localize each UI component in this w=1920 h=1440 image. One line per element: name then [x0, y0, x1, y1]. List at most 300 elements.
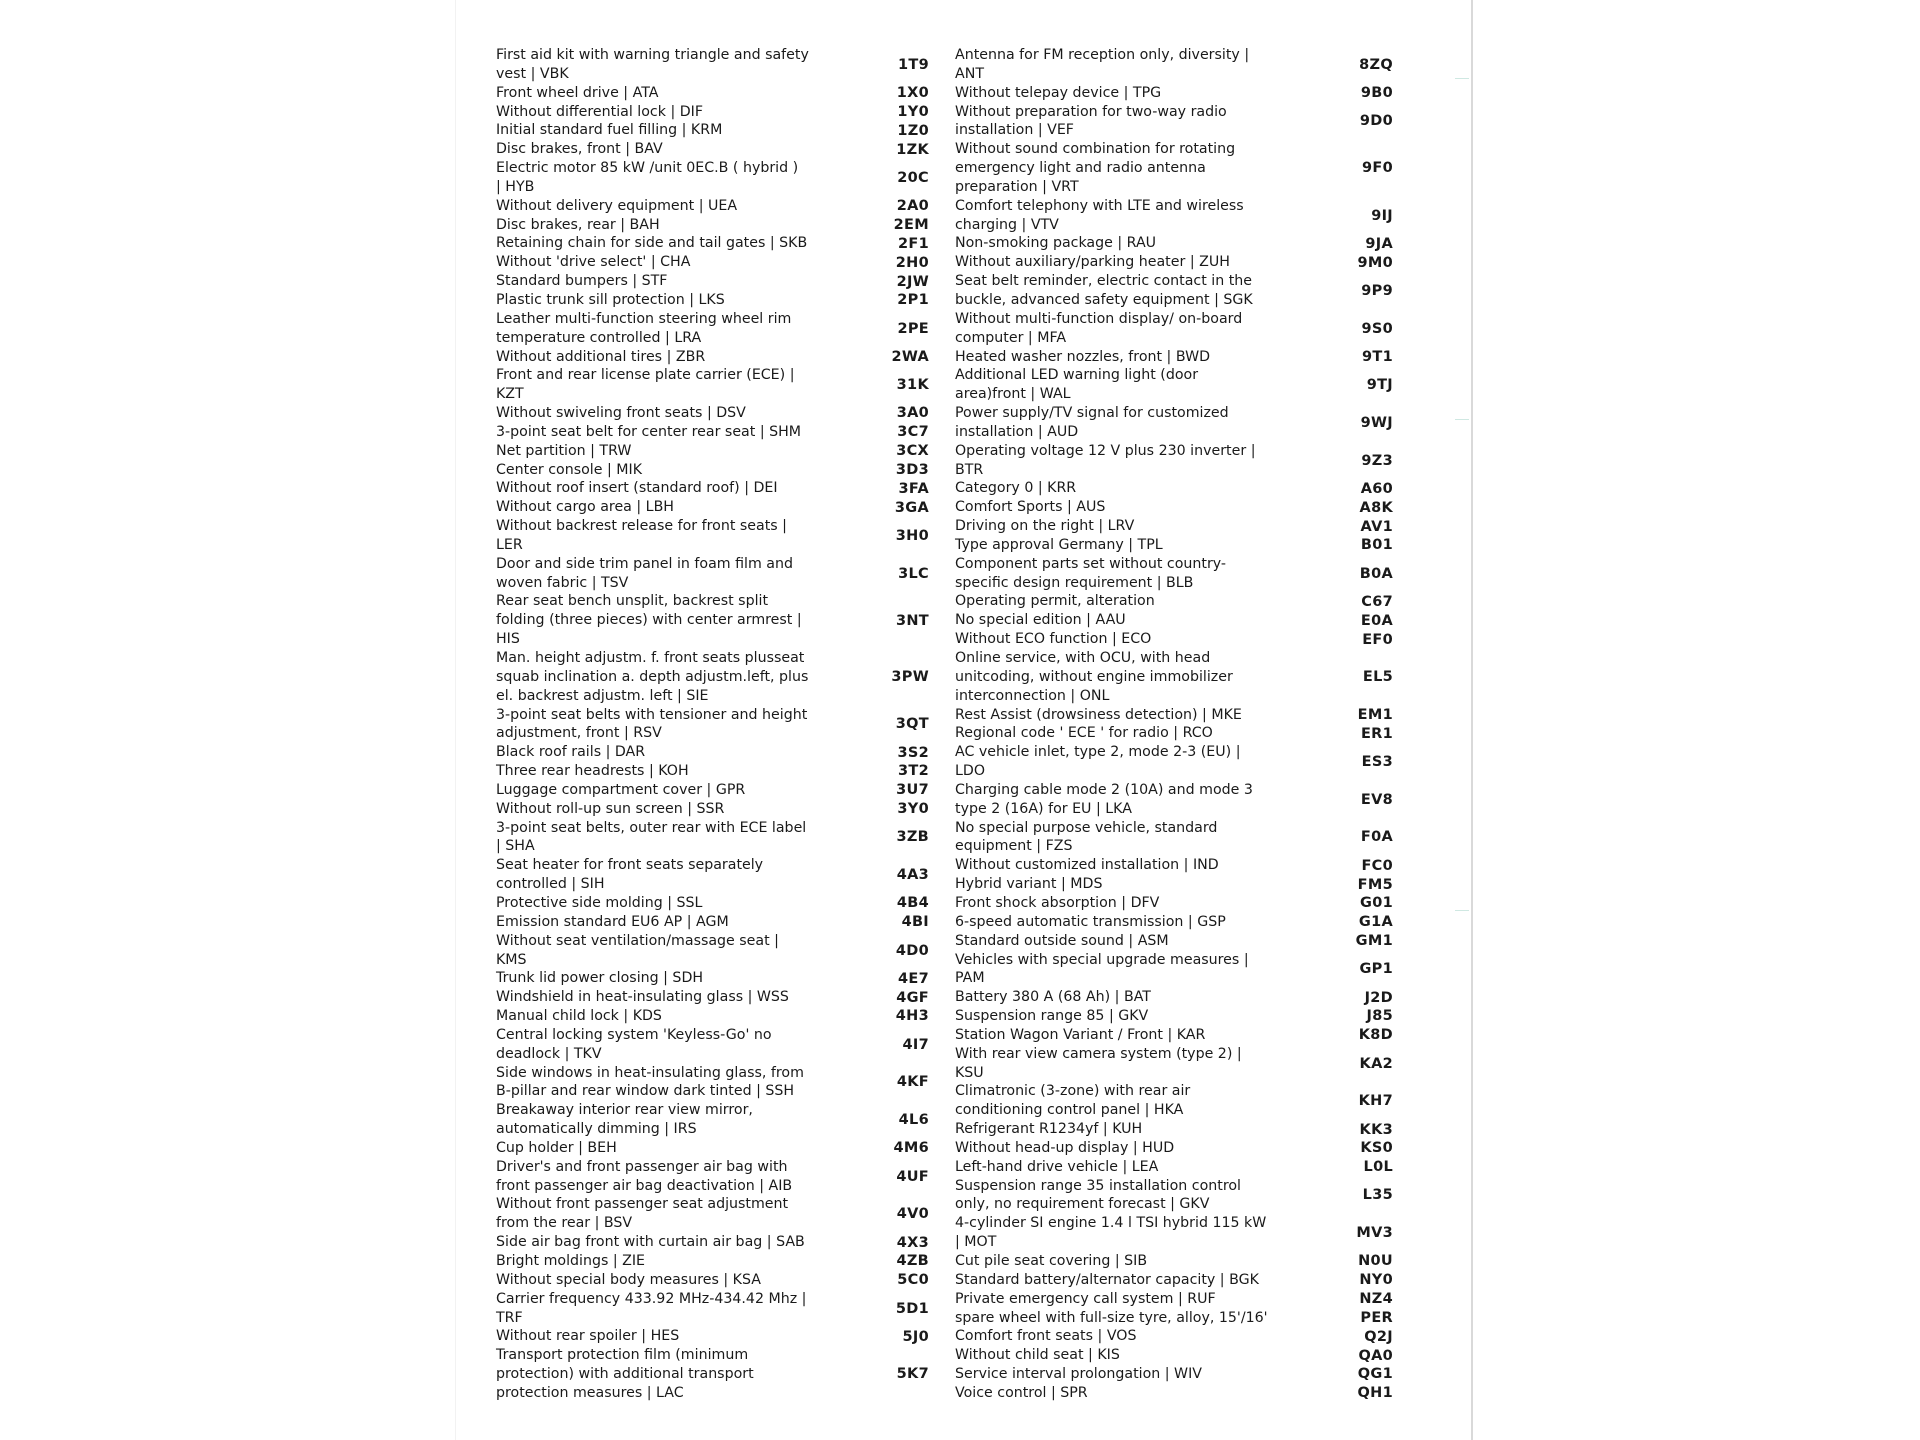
equipment-description: Without differential lock | DIF	[496, 103, 704, 120]
equipment-description: Seat heater for front seats separately controlled | SIH	[496, 857, 764, 893]
equipment-description: Without multi-function display/ on-board computer | MFA	[955, 310, 1243, 346]
equipment-description: Center console | MIK	[496, 461, 643, 478]
equipment-description: Three rear headrests | KOH	[496, 763, 689, 780]
equipment-description: Carrier frequency 433.92 MHz-434.42 Mhz | TRF	[496, 1290, 807, 1326]
equipment-code: 9JA	[1365, 235, 1393, 252]
equipment-code: B0A	[1359, 565, 1393, 582]
equipment-code: PER	[1360, 1309, 1393, 1326]
equipment-description: Comfort front seats | VOS	[955, 1328, 1137, 1345]
equipment-code: 2F1	[898, 235, 929, 252]
equipment-description: No special purpose vehicle, standard equipment | FZS	[955, 819, 1218, 855]
equipment-row	[496, 1233, 934, 1252]
equipment-code: 9Z3	[1361, 452, 1393, 469]
equipment-code: 5K7	[896, 1366, 929, 1383]
equipment-code: 3Y0	[897, 801, 929, 818]
equipment-description: Central locking system 'Keyless-Go' no deadlock | TKV	[496, 1026, 772, 1062]
equipment-row	[955, 555, 1405, 593]
equipment-code: 4B4	[896, 895, 929, 912]
equipment-code: 9B0	[1360, 85, 1393, 102]
equipment-row	[955, 819, 1405, 857]
equipment-code: 4A3	[896, 867, 929, 884]
equipment-description: Driving on the right | LRV	[955, 518, 1135, 535]
equipment-code: KH7	[1358, 1093, 1393, 1110]
equipment-description: Without head-up display | HUD	[955, 1139, 1175, 1156]
equipment-code: 4V0	[896, 1206, 929, 1223]
equipment-code: EM1	[1357, 706, 1393, 723]
equipment-description: Electric motor 85 kW /unit 0EC.B ( hybrid ) | HYB	[496, 160, 799, 195]
equipment-code: 2JW	[896, 273, 929, 290]
equipment-description: Without child seat | KIS	[955, 1347, 1120, 1364]
equipment-row	[955, 1158, 1405, 1177]
equipment-code: 4E7	[898, 970, 929, 987]
equipment-description: Windshield in heat-insulating glass | WSS	[496, 989, 789, 1006]
equipment-row	[955, 951, 1405, 989]
equipment-code: Q2J	[1364, 1328, 1393, 1345]
equipment-code: K8D	[1358, 1027, 1393, 1044]
equipment-description: Without rear spoiler | HES	[496, 1328, 680, 1345]
equipment-description: Side air bag front with curtain air bag | SAB	[496, 1234, 805, 1251]
equipment-row	[955, 781, 1405, 819]
equipment-description: Trunk lid power closing | SDH	[496, 970, 704, 987]
equipment-description: Without auxiliary/parking heater | ZUH	[955, 254, 1230, 271]
equipment-code: GM1	[1355, 933, 1393, 950]
equipment-code: 3PW	[891, 669, 929, 686]
equipment-row	[496, 1327, 934, 1346]
equipment-row	[955, 1365, 1405, 1384]
equipment-description: Without additional tires | ZBR	[496, 348, 706, 365]
equipment-description: No special edition | AAU	[955, 612, 1126, 629]
equipment-description: Operating voltage 12 V plus 230 inverter | BTR	[955, 442, 1256, 478]
equipment-code: 2A0	[896, 198, 929, 215]
equipment-description: Disc brakes, rear | BAH	[496, 216, 660, 233]
equipment-row	[955, 724, 1405, 743]
equipment-code: 3S2	[897, 744, 929, 761]
equipment-row	[496, 291, 934, 310]
equipment-row	[496, 46, 934, 84]
equipment-description: Without ECO function | ECO	[955, 631, 1152, 648]
equipment-description: Left-hand drive vehicle | LEA	[955, 1158, 1159, 1175]
equipment-description: Without preparation for two-way radio installation | VEF	[955, 103, 1227, 139]
equipment-row	[496, 498, 934, 517]
equipment-description: Comfort telephony with LTE and wireless charging | VTV	[955, 197, 1244, 233]
equipment-row	[955, 1290, 1405, 1309]
equipment-row	[955, 46, 1405, 84]
equipment-description: 3-point seat belts with tensioner and height adjustment, front | RSV	[496, 706, 808, 742]
equipment-description: Component parts set without country- specific design requirement | BLB	[955, 555, 1227, 591]
equipment-code: 20C	[897, 169, 929, 186]
equipment-code: QG1	[1357, 1366, 1393, 1383]
equipment-description: Suspension range 35 installation control only, no requirement forecast | GKV	[955, 1177, 1241, 1213]
equipment-code: 4H3	[895, 1008, 929, 1025]
equipment-description: Voice control | SPR	[955, 1384, 1088, 1401]
equipment-description: Front wheel drive | ATA	[496, 84, 659, 101]
equipment-code: 3A0	[896, 405, 929, 422]
equipment-code: 9T1	[1362, 348, 1393, 365]
equipment-row	[955, 253, 1405, 272]
equipment-code: 4X3	[896, 1234, 929, 1251]
equipment-row	[955, 1045, 1405, 1083]
equipment-code: 2P1	[897, 292, 929, 309]
equipment-row	[955, 1214, 1405, 1252]
equipment-row	[496, 555, 934, 593]
equipment-description: First aid kit with warning triangle and safety vest | VBK	[496, 47, 809, 82]
equipment-row	[955, 1327, 1405, 1346]
equipment-row	[496, 84, 934, 103]
equipment-description: Leather multi-function steering wheel rim temperature controlled | LRA	[496, 310, 792, 346]
equipment-description: Without roll-up sun screen | SSR	[496, 800, 725, 817]
equipment-description: Climatronic (3-zone) with rear air conditioning control panel | HKA	[955, 1083, 1191, 1119]
equipment-description: Without front passenger seat adjustment from the rear | BSV	[496, 1196, 789, 1232]
equipment-description: Bright moldings | ZIE	[496, 1253, 646, 1269]
equipment-row	[496, 442, 934, 461]
equipment-row	[496, 1346, 934, 1403]
equipment-code: 3NT	[895, 612, 929, 629]
equipment-description: Service interval prolongation | WIV	[955, 1366, 1202, 1383]
equipment-code: KK3	[1359, 1121, 1393, 1138]
equipment-code: 9S0	[1361, 320, 1393, 337]
equipment-code: 5D1	[895, 1300, 929, 1317]
equipment-row	[955, 932, 1405, 951]
equipment-row	[496, 1007, 934, 1026]
equipment-row	[496, 423, 934, 442]
equipment-code: KS0	[1360, 1140, 1393, 1157]
equipment-description: 6-speed automatic transmission | GSP	[955, 913, 1226, 930]
equipment-row	[955, 611, 1405, 630]
equipment-code: 5C0	[897, 1272, 929, 1289]
equipment-description: Without special body measures | KSA	[496, 1271, 761, 1288]
equipment-code: 3C7	[897, 424, 929, 441]
equipment-code: EF0	[1362, 631, 1393, 648]
equipment-description: Private emergency call system | RUF	[955, 1290, 1216, 1307]
equipment-description: Without customized installation | IND	[955, 857, 1219, 874]
equipment-code: 4BI	[901, 914, 929, 931]
equipment-code: 9P9	[1361, 282, 1393, 299]
equipment-row	[955, 875, 1405, 894]
equipment-description: Without seat ventilation/massage seat | KMS	[496, 932, 779, 968]
equipment-row	[955, 1384, 1405, 1403]
equipment-row	[496, 592, 934, 649]
equipment-row	[955, 404, 1405, 442]
equipment-description: Type approval Germany | TPL	[955, 536, 1163, 553]
equipment-description: Without 'drive select' | CHA	[496, 254, 691, 271]
equipment-code: 31K	[896, 377, 929, 394]
equipment-code: 3CX	[896, 443, 929, 460]
equipment-row	[955, 348, 1405, 367]
equipment-description: Front and rear license plate carrier (ECE) | KZT	[496, 367, 795, 403]
equipment-code: J85	[1366, 1008, 1393, 1025]
equipment-code: 2H0	[895, 254, 929, 271]
equipment-code: 4UF	[896, 1168, 929, 1185]
equipment-code: NZ4	[1359, 1291, 1393, 1308]
equipment-code: 3T2	[898, 763, 929, 780]
page-edge-mark	[1455, 419, 1469, 420]
equipment-row	[496, 348, 934, 367]
equipment-row	[496, 743, 934, 762]
equipment-row	[496, 706, 934, 744]
equipment-row	[496, 1290, 934, 1328]
equipment-code: 2EM	[893, 217, 929, 234]
equipment-row	[955, 442, 1405, 480]
equipment-code: E0A	[1360, 612, 1393, 629]
equipment-code: GP1	[1359, 961, 1393, 978]
equipment-code: 4M6	[893, 1140, 929, 1157]
equipment-row	[496, 121, 934, 140]
equipment-description: Emission standard EU6 AP | AGM	[496, 913, 729, 930]
equipment-row	[955, 1139, 1405, 1158]
equipment-description: Without delivery equipment | UEA	[496, 197, 738, 214]
equipment-row	[955, 706, 1405, 725]
equipment-description: With rear view camera system (type 2) | KSU	[955, 1045, 1242, 1081]
equipment-row	[955, 197, 1405, 235]
equipment-code: 9F0	[1362, 160, 1393, 177]
equipment-code: NY0	[1359, 1272, 1393, 1289]
equipment-description: Category 0 | KRR	[955, 480, 1077, 497]
equipment-description: Black roof rails | DAR	[496, 744, 646, 761]
equipment-description: Cut pile seat covering | SIB	[955, 1253, 1148, 1269]
equipment-row	[955, 1271, 1405, 1290]
equipment-code: 4D0	[895, 942, 929, 959]
equipment-description: Battery 380 A (68 Ah) | BAT	[955, 989, 1151, 1006]
equipment-row	[496, 253, 934, 272]
equipment-row	[955, 310, 1405, 348]
equipment-row	[496, 988, 934, 1007]
equipment-description: Side windows in heat-insulating glass, from B-pillar and rear window dark tinted | SSH	[496, 1064, 804, 1100]
equipment-description: 3-point seat belt for center rear seat | SHM	[496, 423, 802, 440]
equipment-row	[955, 84, 1405, 103]
equipment-code: 3ZB	[896, 829, 929, 846]
equipment-row	[496, 969, 934, 988]
equipment-code: C67	[1361, 593, 1393, 610]
equipment-row	[955, 1120, 1405, 1139]
equipment-description: Without cargo area | LBH	[496, 499, 674, 516]
equipment-row	[496, 1026, 934, 1064]
equipment-code: F0A	[1360, 829, 1393, 846]
equipment-code: MV3	[1356, 1225, 1393, 1242]
equipment-description: Without sound combination for rotating emergency light and radio antenna preparation | VRT	[955, 141, 1236, 195]
equipment-code: 1X0	[896, 85, 929, 102]
equipment-description: Luggage compartment cover | GPR	[496, 781, 746, 798]
equipment-description: Hybrid variant | MDS	[955, 876, 1103, 893]
equipment-row	[496, 1271, 934, 1290]
equipment-row	[496, 800, 934, 819]
equipment-row	[496, 856, 934, 894]
equipment-code: G01	[1360, 895, 1393, 912]
equipment-description: Rear seat bench unsplit, backrest split folding (three pieces) with center armrest | HIS	[496, 593, 802, 648]
equipment-code: ER1	[1360, 725, 1393, 742]
equipment-code: 9M0	[1357, 254, 1393, 271]
equipment-code: 9TJ	[1366, 377, 1393, 394]
equipment-row	[955, 1007, 1405, 1026]
equipment-code: 3QT	[895, 716, 929, 733]
equipment-row	[955, 103, 1405, 141]
equipment-description: 3-point seat belts, outer rear with ECE label | SHA	[496, 819, 807, 855]
equipment-row	[955, 913, 1405, 932]
equipment-description: Additional LED warning light (door area)front | WAL	[955, 367, 1199, 403]
equipment-code: 3H0	[895, 527, 929, 544]
equipment-description: Door and side trim panel in foam film and woven fabric | TSV	[496, 555, 793, 591]
equipment-list-right	[955, 46, 1405, 1403]
equipment-code: 2PE	[897, 320, 929, 337]
equipment-description: Without backrest release for front seats | LER	[496, 518, 787, 553]
equipment-row	[955, 498, 1405, 517]
equipment-row	[496, 140, 934, 159]
equipment-code: G1A	[1358, 914, 1393, 931]
equipment-code: ES3	[1361, 754, 1393, 771]
equipment-description: Protective side molding | SSL	[496, 894, 703, 911]
equipment-row	[496, 1064, 934, 1102]
equipment-description: Heated washer nozzles, front | BWD	[955, 348, 1211, 365]
equipment-code: N0U	[1358, 1253, 1393, 1270]
equipment-row	[496, 310, 934, 348]
equipment-description: Refrigerant R1234yf | KUH	[955, 1121, 1143, 1138]
equipment-code: L35	[1362, 1187, 1393, 1204]
equipment-description: Regional code ' ECE ' for radio | RCO	[955, 725, 1213, 742]
equipment-row	[955, 1252, 1405, 1271]
equipment-row	[955, 272, 1405, 310]
equipment-code: 9D0	[1359, 113, 1393, 130]
equipment-row	[496, 762, 934, 781]
equipment-code: 4I7	[902, 1036, 929, 1053]
equipment-row	[955, 592, 1405, 611]
equipment-description: Without telepay device | TPG	[955, 84, 1162, 101]
equipment-list-left	[496, 46, 934, 1403]
equipment-description: Standard outside sound | ASM	[955, 932, 1169, 949]
equipment-code: QA0	[1358, 1347, 1393, 1364]
page-edge-mark	[1455, 910, 1469, 911]
equipment-description: Standard bumpers | STF	[496, 273, 668, 290]
equipment-description: Retaining chain for side and tail gates | SKB	[496, 235, 808, 252]
equipment-row	[955, 517, 1405, 536]
equipment-row	[496, 404, 934, 423]
equipment-description: Plastic trunk sill protection | LKS	[496, 291, 725, 308]
equipment-code: 8ZQ	[1359, 56, 1393, 73]
equipment-row	[496, 103, 934, 122]
equipment-row	[496, 1195, 934, 1233]
equipment-code: 2WA	[891, 348, 929, 365]
equipment-description: Disc brakes, front | BAV	[496, 141, 663, 158]
equipment-row	[496, 479, 934, 498]
equipment-code: L0L	[1363, 1159, 1393, 1176]
equipment-description: Non-smoking package | RAU	[955, 235, 1157, 252]
equipment-row	[496, 1139, 934, 1158]
equipment-row	[955, 1082, 1405, 1120]
equipment-code: 4L6	[898, 1112, 929, 1129]
equipment-code: 3D3	[895, 461, 929, 478]
equipment-row	[496, 234, 934, 253]
equipment-code: 3U7	[896, 782, 929, 799]
equipment-code: B01	[1360, 537, 1393, 554]
equipment-row	[955, 1309, 1405, 1328]
equipment-description: Manual child lock | KDS	[496, 1008, 662, 1025]
equipment-description: Driver's and front passenger air bag with front passenger air bag deactivation | AIB	[496, 1158, 793, 1194]
equipment-row	[496, 819, 934, 857]
equipment-description: Net partition | TRW	[496, 442, 632, 459]
equipment-row	[955, 536, 1405, 555]
equipment-row	[496, 1252, 934, 1271]
equipment-description: Rest Assist (drowsiness detection) | MKE	[955, 706, 1242, 723]
equipment-description: 4-cylinder SI engine 1.4 l TSI hybrid 115 kW | MOT	[955, 1215, 1267, 1251]
equipment-description: Charging cable mode 2 (10A) and mode 3 type 2 (16A) for EU | LKA	[955, 781, 1253, 817]
equipment-description: Seat belt reminder, electric contact in the buckle, advanced safety equipment | SGK	[955, 273, 1253, 308]
equipment-description: Man. height adjustm. f. front seats plusseat squab inclination a. depth adjustm.left, plus el. backrest adjustm. left | SIE	[496, 650, 809, 704]
equipment-row	[496, 913, 934, 932]
equipment-code: A8K	[1359, 499, 1393, 516]
equipment-code: 4KF	[896, 1074, 929, 1091]
equipment-row	[496, 781, 934, 800]
equipment-description: spare wheel with full-size tyre, alloy, 15'/16'	[955, 1309, 1268, 1326]
equipment-row	[955, 649, 1405, 706]
equipment-description: Without roof insert (standard roof) | DEI	[496, 480, 778, 497]
equipment-description: Front shock absorption | DFV	[955, 894, 1160, 911]
equipment-description: Breakaway interior rear view mirror, automatically dimming | IRS	[496, 1102, 753, 1138]
equipment-code: 3GA	[894, 499, 929, 516]
equipment-code: 1Z0	[897, 122, 929, 139]
equipment-code: EL5	[1362, 669, 1393, 686]
equipment-row	[955, 366, 1405, 404]
equipment-row	[955, 234, 1405, 253]
equipment-row	[496, 159, 934, 197]
equipment-description: Operating permit, alteration	[955, 593, 1155, 610]
equipment-row	[496, 894, 934, 913]
equipment-description: Initial standard fuel filling | KRM	[496, 122, 723, 139]
equipment-row	[496, 216, 934, 235]
equipment-code: 1T9	[898, 56, 929, 73]
equipment-row	[955, 1026, 1405, 1045]
equipment-row	[496, 517, 934, 555]
equipment-code: QH1	[1357, 1385, 1393, 1402]
equipment-code: 4GF	[896, 989, 929, 1006]
equipment-code: 9WJ	[1360, 414, 1393, 431]
equipment-row	[955, 988, 1405, 1007]
equipment-description: Comfort Sports | AUS	[955, 499, 1106, 516]
equipment-code: 3FA	[898, 480, 929, 497]
equipment-row	[955, 479, 1405, 498]
equipment-row	[496, 272, 934, 291]
equipment-row	[955, 1177, 1405, 1215]
equipment-description: Cup holder | BEH	[496, 1139, 617, 1156]
equipment-row	[955, 856, 1405, 875]
equipment-code: 9IJ	[1371, 207, 1393, 224]
equipment-row	[955, 140, 1405, 197]
equipment-description: Standard battery/alternator capacity | BGK	[955, 1271, 1259, 1288]
equipment-row	[496, 649, 934, 706]
equipment-code: J2D	[1364, 989, 1393, 1006]
equipment-code: FC0	[1361, 857, 1393, 874]
equipment-row	[496, 932, 934, 970]
equipment-description: AC vehicle inlet, type 2, mode 2-3 (EU) | LDO	[955, 744, 1241, 780]
equipment-code: 3LC	[898, 565, 929, 582]
equipment-description: Station Wagon Variant / Front | KAR	[955, 1026, 1206, 1043]
equipment-code: EV8	[1360, 791, 1393, 808]
equipment-description: Power supply/TV signal for customized installation | AUD	[955, 405, 1229, 440]
equipment-code: AV1	[1360, 518, 1393, 535]
equipment-row	[496, 461, 934, 480]
equipment-description: Antenna for FM reception only, diversity | ANT	[955, 47, 1250, 82]
equipment-row	[955, 894, 1405, 913]
equipment-row	[496, 1158, 934, 1196]
equipment-code: A60	[1360, 480, 1393, 497]
equipment-row	[496, 366, 934, 404]
equipment-description: Suspension range 85 | GKV	[955, 1008, 1149, 1025]
equipment-row	[955, 630, 1405, 649]
equipment-row	[496, 1101, 934, 1139]
equipment-row	[496, 197, 934, 216]
equipment-code: 5J0	[902, 1328, 929, 1345]
equipment-code: FM5	[1357, 876, 1393, 893]
equipment-code: 4ZB	[896, 1253, 929, 1270]
page-edge-mark	[1455, 78, 1469, 79]
equipment-code: 1Y0	[897, 103, 929, 120]
